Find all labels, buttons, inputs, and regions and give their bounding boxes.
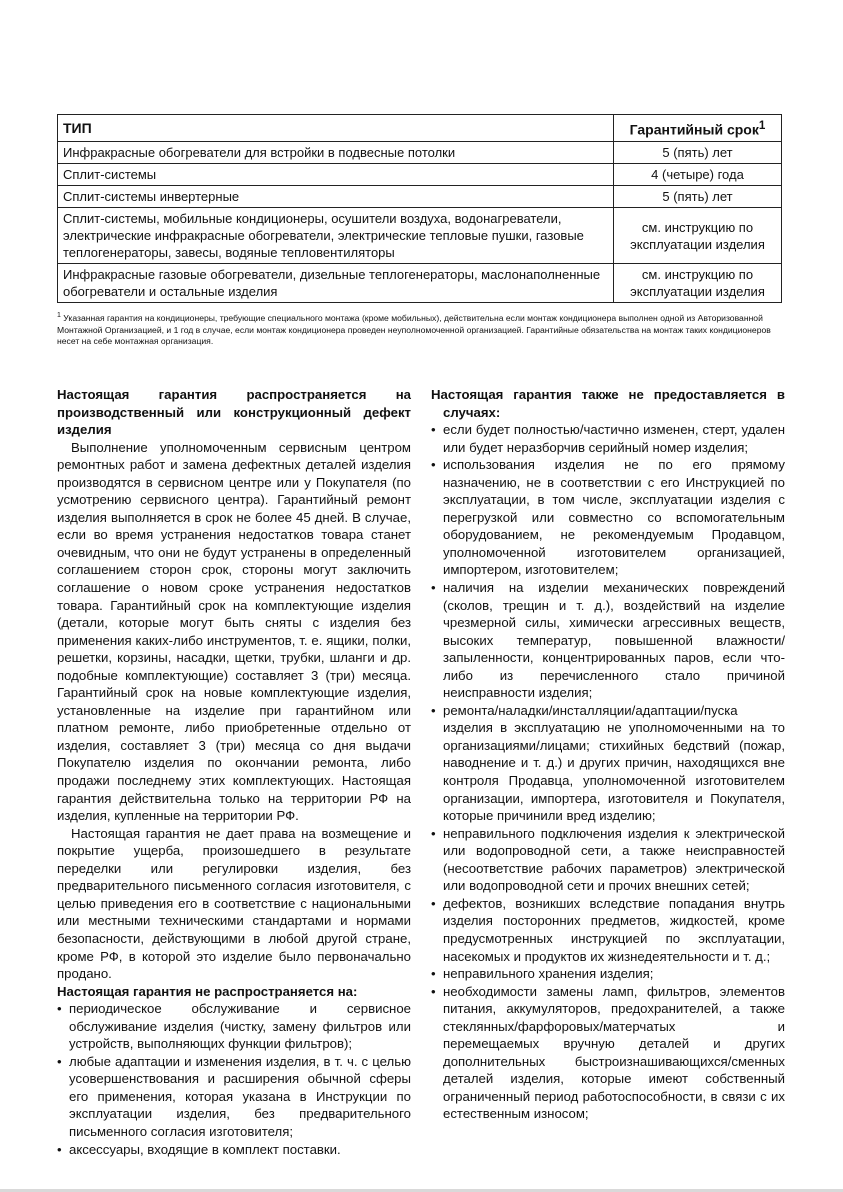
- warranty-table-container: [57, 114, 781, 303]
- list-item: • использования изделия не по его прямому назначению, не в соответствии с его Инструкцией по эксплуатации, в том числе, эксплуатации изделия с перегрузкой или совместно со вспомогательным оборудованием, не рекомендуемым Продавцом, уполномоченной изготовителем организацией, импортером, изготовителем;: [431, 456, 785, 579]
- list-item: • если будет полностью/частично изменен, стерт, удален или будет неразборчив серийный номер изделия;: [431, 421, 785, 456]
- table-row: [58, 142, 782, 164]
- paragraph-no-compensation: Настоящая гарантия не дает права на возмещение и покрытие ущерба, произошедшего в результате переделки или регулировки изделия, без предварительного письменного согласия изготовителя, с целью приведения его в соответствие с национальными или местными техническими стандартами и нормами безопасности, действующими в любой другой стране, кроме РФ, в которой это изделие было первоначально продано.: [57, 825, 411, 982]
- table-row: [58, 186, 782, 208]
- list-item: • неправильного подключения изделия к электрической или водопроводной сети, а также неисправностей (несоответствие рабочих параметров) электрической или водопроводной сети и прочих внешних сетей;: [431, 825, 785, 895]
- cell-term: см. инструкцию по эксплуатации изделия: [614, 264, 782, 303]
- list-item: • необходимости замены ламп, фильтров, элементов питания, аккумуляторов, предохранителей, а также стеклянных/фарфоровых/матерчатых и перемещаемых вручную деталей и других дополнительных быстроизнашивающихся/сменных деталей изделия, которые имеют собственный ограниченный период работоспособности, в связи с их естественным износом;: [431, 983, 785, 1123]
- footnote-text: Указанная гарантия на кондиционеры, требующие специального монтажа (кроме мобильных), действительна если монтаж кондиционера выполнен одной из Авторизованной Монтажной Организацией, и 1 год в случае, если монтаж кондиционера проведен неуполномоченной организацией. Гарантийные обязательства на монтаж таких кондиционеров несет на себе монтажная организация.: [57, 312, 771, 347]
- table-header-row: [58, 115, 782, 142]
- footnote-mark: 1: [758, 119, 766, 133]
- list-item: • любые адаптации и изменения изделия, в т. ч. с целью усовершенствования и расширения обычной сферы его применения, которая указана в Инструкции по эксплуатации изделия, без предварительного письменного согласия изготовителя;: [57, 1053, 411, 1141]
- list-item: • дефектов, возникших вследствие попадания внутрь изделия посторонних предметов, жидкостей, кроме предусмотренных инструкцией по эксплуатации, насекомых и продуктов их жизнедеятельности и т. д.;: [431, 895, 785, 965]
- cell-term: 5 (пять) лет: [614, 186, 782, 208]
- list-item: • периодическое обслуживание и сервисное обслуживание изделия (чистку, замену фильтров или устройств, выполняющих функции фильтров);: [57, 1000, 411, 1053]
- cell-type: Сплит-системы инвертерные: [58, 186, 614, 208]
- cell-term: 4 (четыре) года: [614, 164, 782, 186]
- right-column: [431, 386, 785, 1123]
- list-item: • наличия на изделии механических повреждений (сколов, трещин и т. д.), воздействий на изделие чрезмерной силы, химически агрессивных веществ, высоких температур, повышенной влажности/запыленности, концентрированных паров, если что-либо из перечисленного стало причиной неисправности изделия;: [431, 579, 785, 702]
- table-footnote: [57, 310, 781, 348]
- cell-type: Инфракрасные обогреватели для встройки в подвесные потолки: [58, 142, 614, 164]
- list-item: • ремонта/наладки/инсталляции/адаптации/пуска изделия в эксплуатацию не уполномоченными на то организациями/лицами; стихийных бедствий (пожар, наводнение и т. д.) и других причин, находящихся вне контроля Продавца, уполномоченной изготовителем организации, импортера, изготовителя и Покупателя, которые причинили вред изделию;: [431, 702, 785, 825]
- section-heading-not-provided: Настоящая гарантия также не предоставляется в случаях:: [431, 387, 785, 420]
- cell-term: 5 (пять) лет: [614, 142, 782, 164]
- header-warranty-term: Гарантийный срок$^1$: [614, 115, 782, 142]
- section-heading-defects: Настоящая гарантия распространяется на производственный или конструкционный дефект изделия: [57, 387, 411, 438]
- list-item: • неправильного хранения изделия;: [431, 965, 785, 983]
- cases-list: [431, 421, 785, 1123]
- footnote-number: 1: [57, 312, 61, 319]
- cell-type: Сплит-системы, мобильные кондиционеры, осушители воздуха, водонагреватели, электрические инфракрасные обогреватели, электрические тепловые пушки, газовые теплогенераторы, завесы, водяные тепловентиляторы: [58, 208, 614, 264]
- header-type: ТИП: [58, 115, 614, 142]
- table-row: [58, 264, 782, 303]
- section-heading-exclusions: Настоящая гарантия не распространяется на:: [57, 983, 358, 999]
- table-row: [58, 164, 782, 186]
- cell-term: см. инструкцию по эксплуатации изделия: [614, 208, 782, 264]
- exclusions-list: [57, 1000, 411, 1158]
- cell-type: Инфракрасные газовые обогреватели, дизельные теплогенераторы, маслонаполненные обогреватели и остальные изделия: [58, 264, 614, 303]
- table-row: [58, 208, 782, 264]
- warranty-table: [57, 114, 782, 303]
- paragraph-repair-terms: Выполнение уполномоченным сервисным центром ремонтных работ и замена дефектных деталей изделия производятся в сервисном центре или у Покупателя (по усмотрению сервисного центра). Гарантийный ремонт изделия выполняется в срок не более 45 дней. В случае, если во время устранения недостатков товара станет очевидным, что они не будут устранены в определенный соглашением сторон срок, стороны могут заключить соглашение о новом сроке устранения недостатков товара. Гарантийный срок на комплектующие изделия (детали, которые могут быть сняты с изделия без применения каких-либо инструментов, т. е. ящики, полки, решетки, корзины, насадки, щетки, трубки, шланги и др. подобные комплектующие) составляет 3 (три) месяца. Гарантийный срок на новые комплектующие изделия, установленные на изделие при гарантийном или платном ремонте, либо приобретенные отдельно от изделия, составляет 3 (три) месяца со дня выдачи Покупателю изделия по окончании ремонта, либо продажи последнему этих комплектующих. Настоящая гарантия действительна только на территории РФ на изделия, купленные на территории РФ.: [57, 439, 411, 824]
- left-column: [57, 386, 411, 1158]
- list-item: • аксессуары, входящие в комплект поставки.: [57, 1141, 411, 1159]
- cell-type: Сплит-системы: [58, 164, 614, 186]
